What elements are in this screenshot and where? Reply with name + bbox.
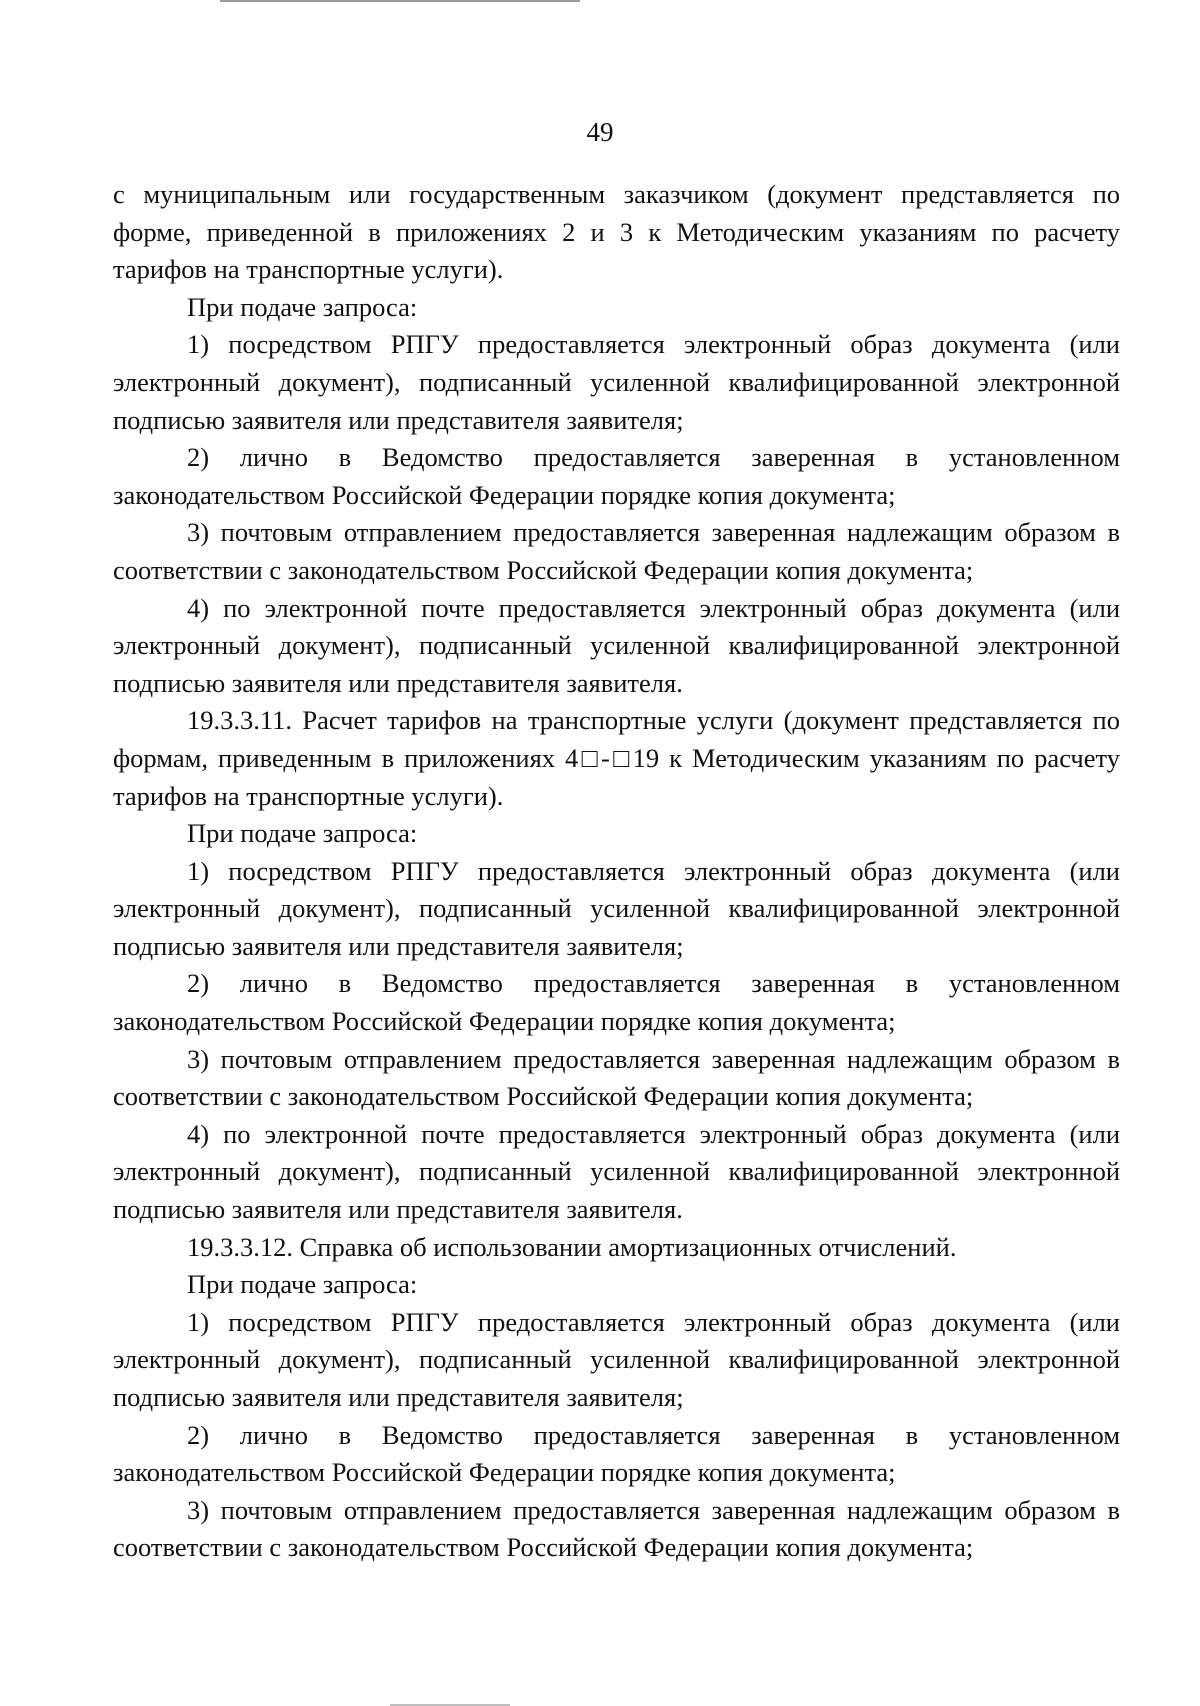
document-body <box>113 176 1120 1567</box>
scan-edge-top <box>220 0 580 2</box>
paragraph: 1) посредством РПГУ предоставляется электронный образ документа (или электронный документ), подписанный усиленной квалифицированной электронной подписью заявителя или представителя заявителя; <box>113 1306 1120 1412</box>
paragraph: 2) лично в Ведомство предоставляется заверенная в установленном законодательством Российской Федерации порядке копия документа; <box>113 968 1120 1037</box>
paragraph: 3) почтовым отправлением предоставляется заверенная надлежащим образом в соответствии с законодательством Российской Федерации копия документа; <box>113 1494 1120 1563</box>
paragraph: с муниципальным или государственным заказчиком (документ представляется по форме, приведенной в приложениях 2 и 3 к Методическим указаниям по расчету тарифов на транспортные услуги). <box>113 179 1120 285</box>
paragraph: При подаче запроса: <box>187 1269 418 1300</box>
page-number: 49 <box>586 117 614 147</box>
paragraph: При подаче запроса: <box>187 818 418 849</box>
paragraph: 1) посредством РПГУ предоставляется электронный образ документа (или электронный документ), подписанный усиленной квалифицированной электронной подписью заявителя или представителя заявителя; <box>113 855 1120 961</box>
paragraph: 1) посредством РПГУ предоставляется электронный образ документа (или электронный документ), подписанный усиленной квалифицированной электронной подписью заявителя или представителя заявителя; <box>113 329 1120 435</box>
paragraph: 4) по электронной почте предоставляется электронный образ документа (или электронный документ), подписанный усиленной квалифицированной электронной подписью заявителя или представителя заявителя. <box>113 592 1120 698</box>
paragraph: При подаче запроса: <box>187 291 418 322</box>
paragraph: 3) почтовым отправлением предоставляется заверенная надлежащим образом в соответствии с законодательством Российской Федерации копия документа; <box>113 1043 1120 1112</box>
paragraph: 3) почтовым отправлением предоставляется заверенная надлежащим образом в соответствии с законодательством Российской Федерации копия документа; <box>113 517 1120 585</box>
paragraph: 19.3.3.11. Расчет тарифов на транспортные услуги (документ представляется по формам, приведенным в приложениях 4□-□19 к Методическим указаниям по расчету тарифов на транспортные услуги). <box>113 705 1120 811</box>
paragraph: 19.3.3.12. Справка об использовании амортизационных отчислений. <box>187 1231 957 1262</box>
paragraph: 2) лично в Ведомство предоставляется заверенная в установленном законодательством Российской Федерации порядке копия документа; <box>113 1419 1120 1488</box>
paragraph: 4) по электронной почте предоставляется электронный образ документа (или электронный документ), подписанный усиленной квалифицированной электронной подписью заявителя или представителя заявителя. <box>113 1118 1120 1225</box>
paragraph: 2) лично в Ведомство предоставляется заверенная в установленном законодательством Российской Федерации порядке копия документа; <box>113 442 1120 510</box>
